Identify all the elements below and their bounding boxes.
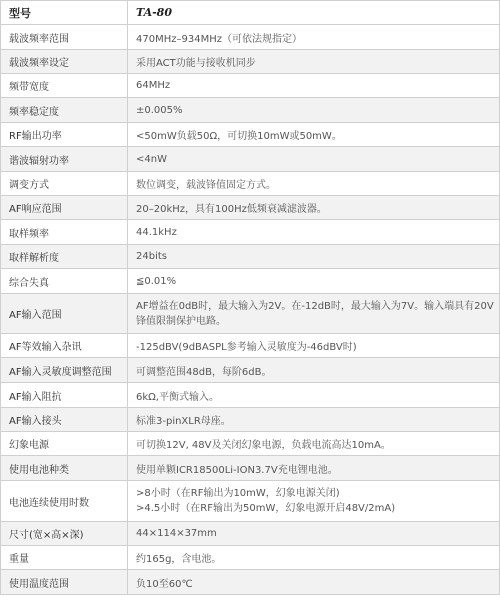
table-row: [1, 408, 500, 432]
row-value: AF增益在0dB时，最大输入为2V。在-12dB时，最大输入为7V。输入端具有20V锋值限制保护电路。: [128, 294, 500, 334]
table-row: [1, 245, 500, 269]
header-value: TA-80: [128, 1, 500, 25]
row-value: 约165g，含电池。: [128, 546, 500, 570]
row-value: 44.1kHz: [128, 220, 500, 245]
row-label: 频率稳定度: [1, 98, 128, 123]
table-row: [1, 98, 500, 123]
table-row: [1, 432, 500, 456]
row-label: 调变方式: [1, 172, 128, 196]
row-label: 电池连续使用时数: [1, 481, 128, 522]
row-label: AF输入范围: [1, 294, 128, 334]
row-value: 采用ACT功能与接收机同步: [128, 50, 500, 74]
table-row: [1, 74, 500, 98]
row-label: AF输入灵敏度调整范围: [1, 358, 128, 383]
table-row: [1, 481, 500, 522]
table-row: [1, 147, 500, 172]
row-value: 可切换12V, 48V及关闭幻象电源，负载电流高达10mA。: [128, 432, 500, 456]
row-label: 频带宽度: [1, 74, 128, 98]
table-row: [1, 25, 500, 50]
row-label: 取样频率: [1, 220, 128, 245]
row-label: 取样解析度: [1, 245, 128, 269]
row-label: 使用电池种类: [1, 456, 128, 481]
row-value: 64MHz: [128, 74, 500, 98]
row-value: <4nW: [128, 147, 500, 172]
row-value: 20–20kHz，具有100Hz低频衰减滤波器。: [128, 196, 500, 220]
table-row: [1, 269, 500, 294]
row-label: AF输入阻抗: [1, 383, 128, 408]
table-row: [1, 123, 500, 147]
row-label: 尺寸(宽×高×深): [1, 522, 128, 546]
header-label: 型号: [1, 1, 128, 25]
row-label: AF等效输入杂讯: [1, 334, 128, 358]
table-row: [1, 294, 500, 334]
row-value: 可调整范围48dB，每阶6dB。: [128, 358, 500, 383]
row-label: AF输入接头: [1, 408, 128, 432]
row-value: 使用单颗ICR18500Li-ION3.7V充电锂电池。: [128, 456, 500, 481]
row-label: 重量: [1, 546, 128, 570]
row-value: -125dBV(9dBASPL参考输入灵敏度为-46dBV时): [128, 334, 500, 358]
row-value: ≦0.01%: [128, 269, 500, 294]
row-value: 数位调变，载波锋值固定方式。: [128, 172, 500, 196]
table-row: [1, 196, 500, 220]
table-row: [1, 456, 500, 481]
row-label: RF输出功率: [1, 123, 128, 147]
row-value: 负10至60℃: [128, 570, 500, 595]
row-label: 幻象电源: [1, 432, 128, 456]
table-row: [1, 334, 500, 358]
table-header-row: [1, 1, 500, 25]
row-value: 44×114×37mm: [128, 522, 500, 546]
row-label: 谐波辐射功率: [1, 147, 128, 172]
table-row: [1, 50, 500, 74]
row-value: 24bits: [128, 245, 500, 269]
table-row: [1, 383, 500, 408]
row-value: 标准3-pinXLR母座。: [128, 408, 500, 432]
table-row: [1, 522, 500, 546]
table-row: [1, 570, 500, 595]
row-value: >8小时（在RF输出为10mW，幻象电源关闭) >4.5小时（在RF输出为50mW，幻象电源开启48V/2mA): [128, 481, 500, 522]
row-value: ±0.005%: [128, 98, 500, 123]
row-label: 载波频率设定: [1, 50, 128, 74]
row-value: 6kΩ,平衡式输入。: [128, 383, 500, 408]
table-row: [1, 358, 500, 383]
row-label: 使用温度范围: [1, 570, 128, 595]
table-row: [1, 546, 500, 570]
row-value: 470MHz–934MHz（可依法规指定）: [128, 25, 500, 50]
row-label: 载波频率范围: [1, 25, 128, 50]
row-label: AF响应范围: [1, 196, 128, 220]
table-row: [1, 172, 500, 196]
row-value: <50mW负载50Ω，可切换10mW或50mW。: [128, 123, 500, 147]
table-row: [1, 220, 500, 245]
row-label: 综合失真: [1, 269, 128, 294]
